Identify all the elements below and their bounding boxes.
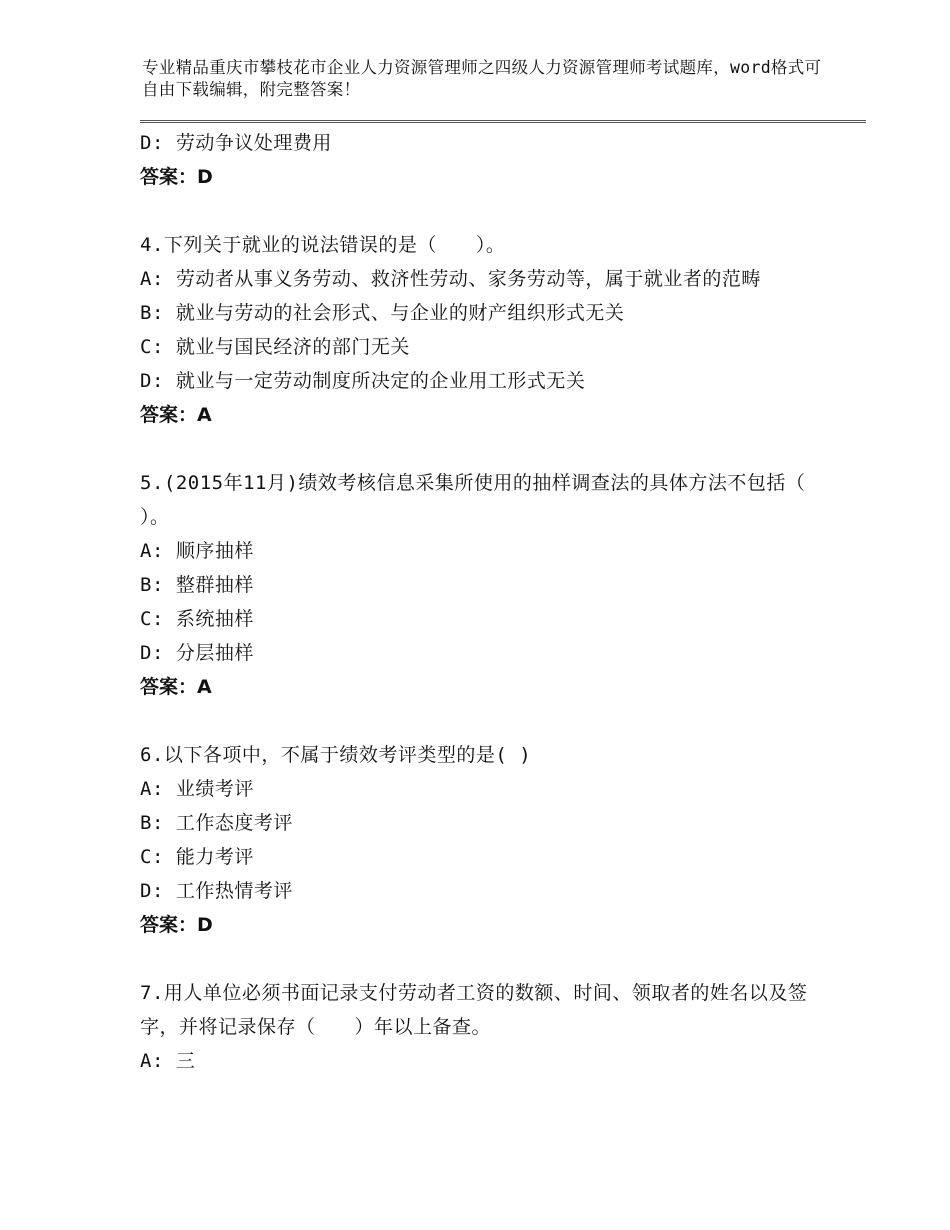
question-stem: 5.(2015年11月)绩效考核信息采集所使用的抽样调查法的具体方法不包括（ ）。 bbox=[140, 472, 806, 528]
question-block bbox=[140, 976, 810, 1078]
option-d: D: 就业与一定劳动制度所决定的企业用工形式无关 bbox=[140, 370, 586, 392]
question-list bbox=[140, 126, 810, 1078]
spacer bbox=[140, 432, 810, 466]
option-b: B: 整群抽样 bbox=[140, 574, 254, 596]
option-b: B: 工作态度考评 bbox=[140, 812, 293, 834]
option-a: A: 顺序抽样 bbox=[140, 540, 254, 562]
spacer bbox=[140, 942, 810, 976]
option-d: D: 工作热情考评 bbox=[140, 880, 293, 902]
option-d: D: 劳动争议处理费用 bbox=[140, 132, 332, 154]
answer-label: 答案：A bbox=[140, 404, 212, 426]
answer-label: 答案：D bbox=[140, 914, 213, 936]
question-block bbox=[140, 228, 810, 432]
answer-label: 答案：A bbox=[140, 676, 212, 698]
page-header: 专业精品重庆市攀枝花市企业人力资源管理师之四级人力资源管理师考试题库，word格式可自由下载编辑，附完整答案！ bbox=[142, 58, 822, 99]
option-c: C: 能力考评 bbox=[140, 846, 254, 868]
question-stem: 7.用人单位必须书面记录支付劳动者工资的数额、时间、领取者的姓名以及签字，并将记录保存（ ）年以上备查。 bbox=[140, 982, 808, 1038]
spacer bbox=[140, 704, 810, 738]
question-block bbox=[140, 738, 810, 942]
option-a: A: 业绩考评 bbox=[140, 778, 254, 800]
option-c: C: 就业与国民经济的部门无关 bbox=[140, 336, 410, 358]
spacer bbox=[140, 194, 810, 228]
option-b: B: 就业与劳动的社会形式、与企业的财产组织形式无关 bbox=[140, 302, 625, 324]
option-c: C: 系统抽样 bbox=[140, 608, 254, 630]
option-a: A: 三 bbox=[140, 1050, 196, 1072]
header-divider bbox=[140, 120, 866, 123]
question-stem: 6.以下各项中，不属于绩效考评类型的是( ) bbox=[140, 744, 532, 766]
question-block bbox=[140, 466, 810, 704]
option-a: A: 劳动者从事义务劳动、救济性劳动、家务劳动等，属于就业者的范畴 bbox=[140, 268, 761, 290]
question-stem: 4.下列关于就业的说法错误的是（ ）。 bbox=[140, 234, 506, 256]
option-d: D: 分层抽样 bbox=[140, 642, 254, 664]
answer-label: 答案：D bbox=[140, 166, 213, 188]
